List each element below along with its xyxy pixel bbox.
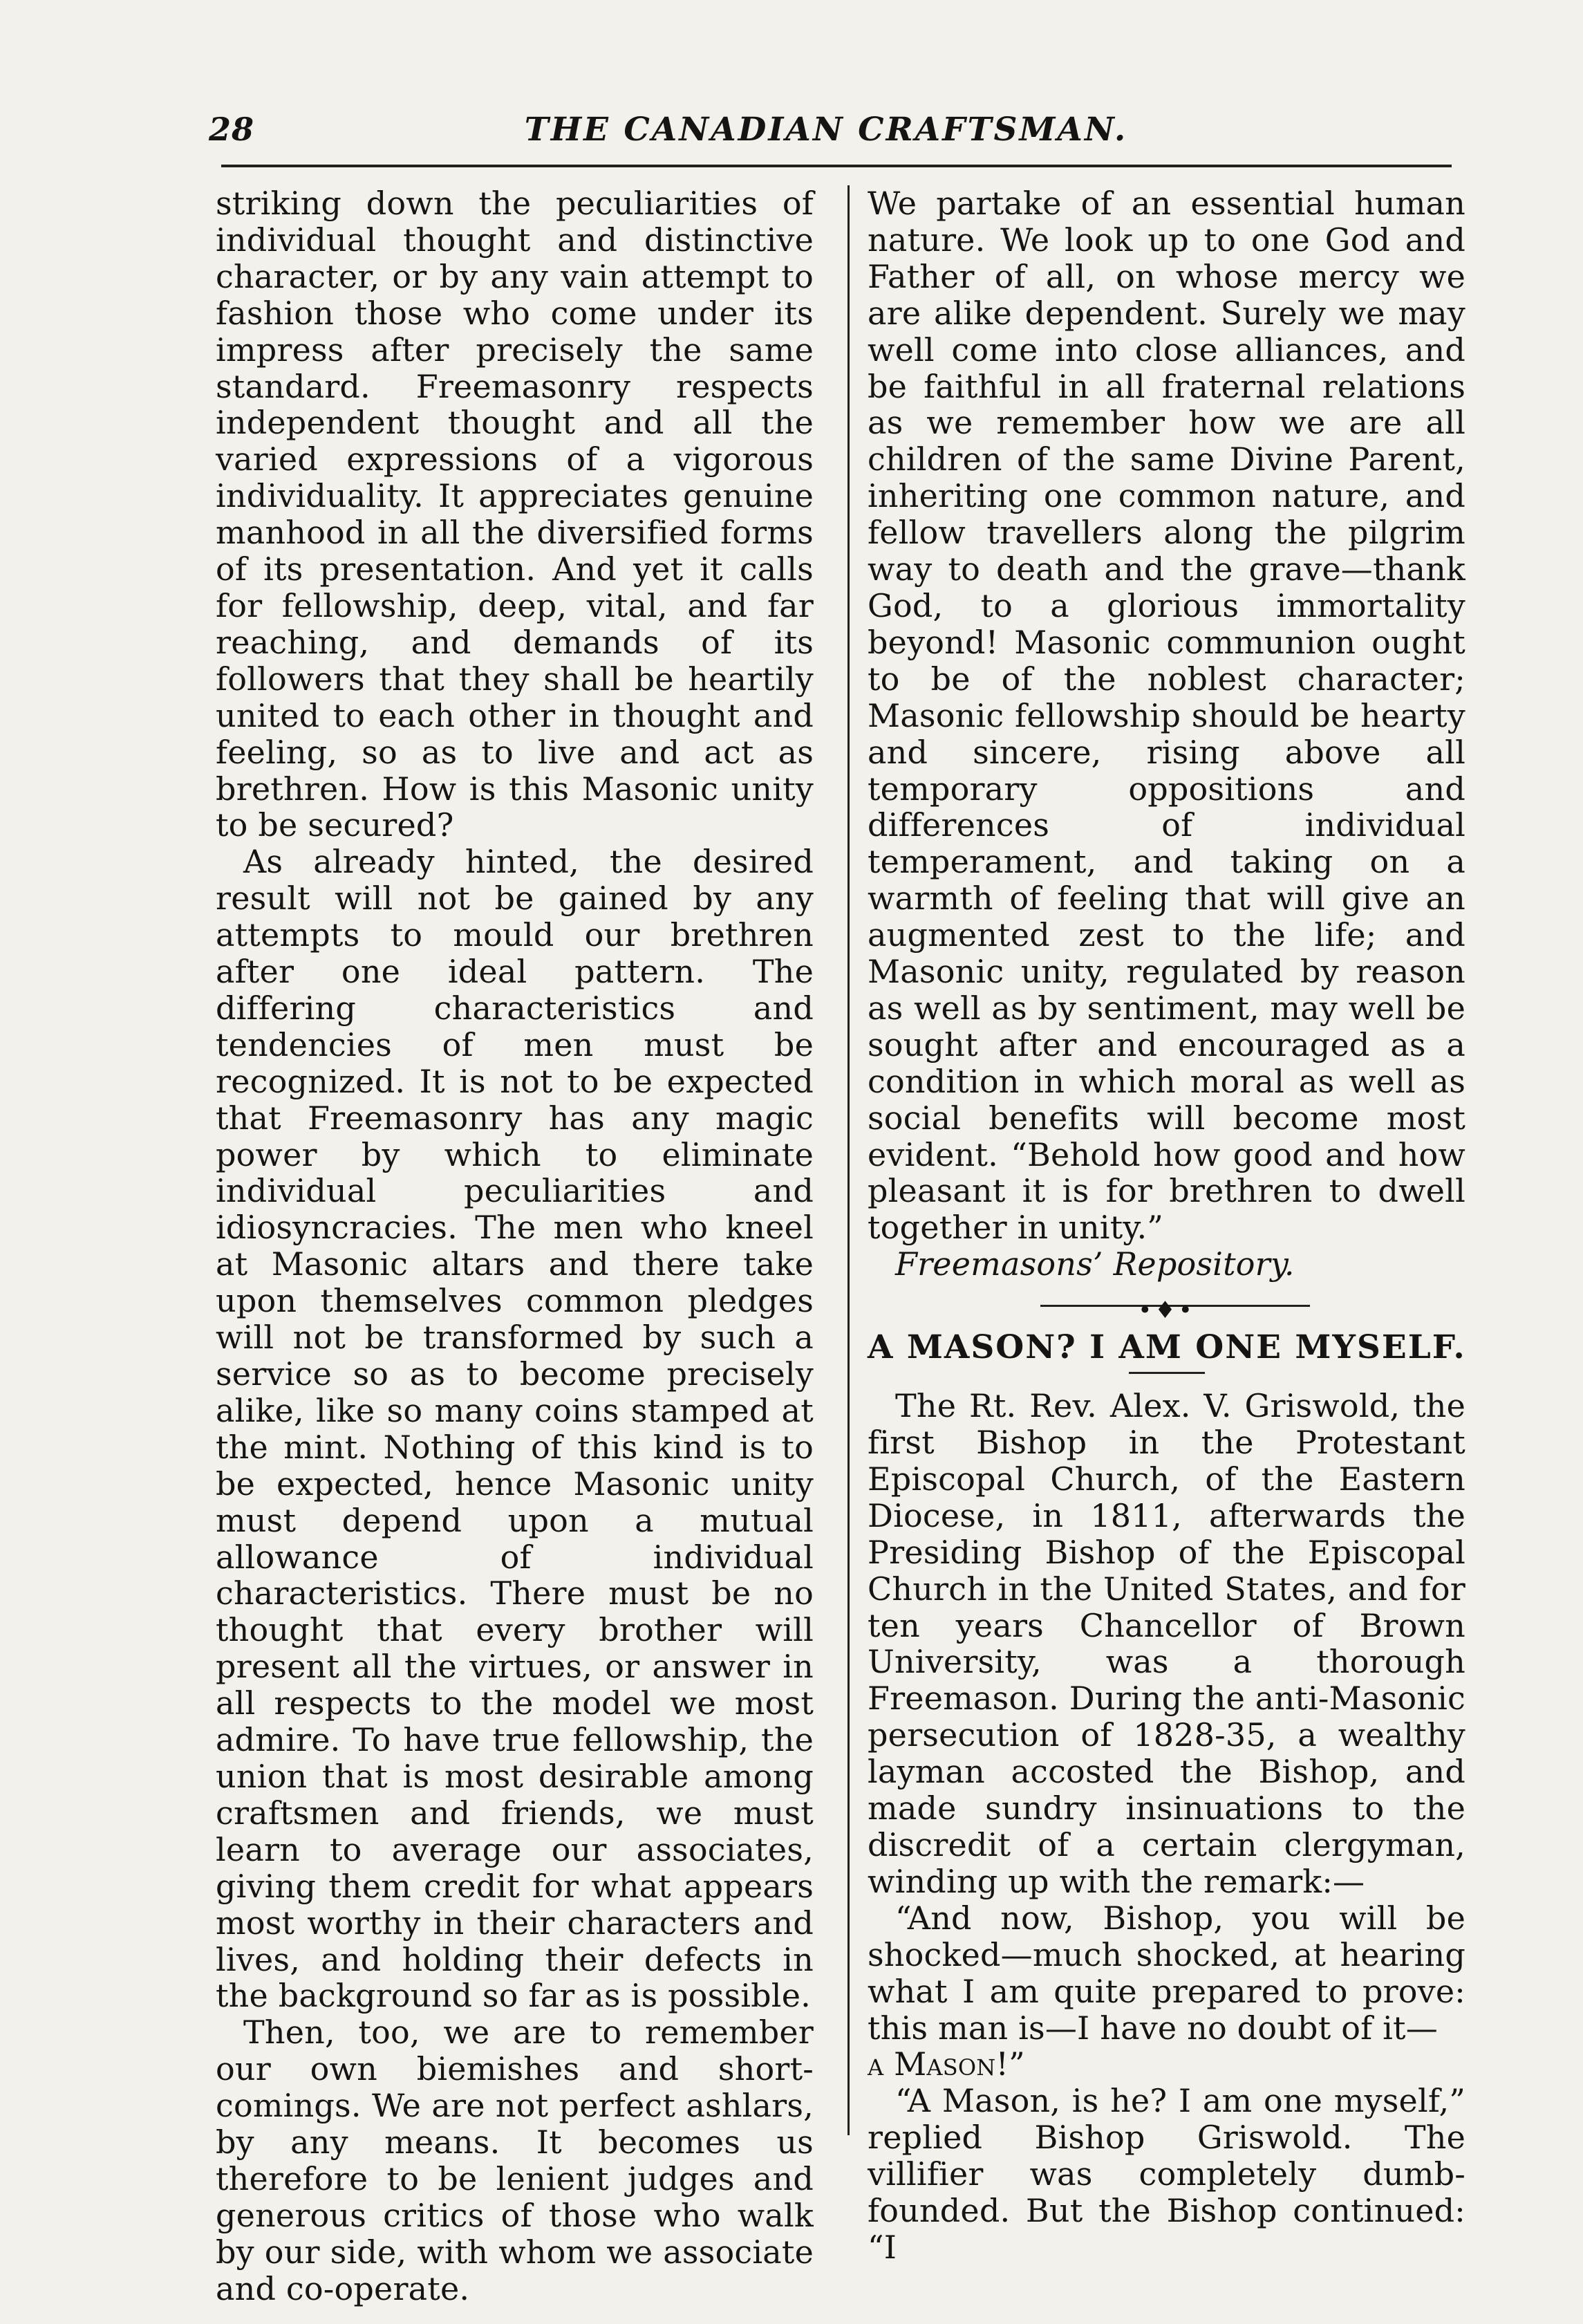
- section-divider: [868, 1288, 1465, 1323]
- paragraph: Then, too, we are to remember our own biemishes and short-comings. We are not perfect ashlars, by any means. It becomes us therefore to be lenient judges and generous critics of those who walk by our side, with whom we associate and co-operate.: [216, 2014, 814, 2307]
- running-head: THE CANADIAN CRAFTSMAN.: [524, 111, 1128, 149]
- column-divider: [847, 185, 850, 2135]
- paragraph-text: “And now, Bishop, you will be shocked—much shocked, at hearing what I am quite prepared to prove: this man is—I have no doubt of it—: [868, 1899, 1465, 2047]
- ornament-icon: •♦•: [1138, 1296, 1195, 1325]
- paragraph: The Rt. Rev. Alex. V. Griswold, the first Bishop in the Protestant Episcopal Church, of the Eastern Diocese, in 1811, afterwards the Presiding Bishop of the Episcopal Church in the United States, and for ten years Chancellor of Brown University, was a thorough Freemason. During the anti-Masonic persecution of 1828-35, a wealthy layman accosted the Bishop, and made sundry insinuations to the discredit of a certain clergyman, winding up with the remark:—: [868, 1387, 1465, 1900]
- paragraph: We partake of an essential human nature. We look up to one God and Father of all, on whose mercy we are alike dependent. Surely we may well come into close alliances, and be faithful in all fraternal relations as we remember how we are all children of the same Divine Parent, inheriting one common nature, and fellow travellers along the pilgrim way to death and the grave—thank God, to a glorious immortality beyond! Masonic communion ought to be of the noblest character; Masonic fellowship should be hearty and sincere, rising above all temporary oppositions and differences of individual temperament, and taking on a warmth of feeling that will give an augmented zest to the life; and Masonic unity, regulated by reason as well as by sentiment, may well be sought after and encouraged as a condition in which moral as well as social benefits will become most evident. “Behold how good and how pleasant it is for brethren to dwell together in unity.”: [868, 185, 1465, 1247]
- page-number: 28: [209, 111, 255, 148]
- right-column: [868, 185, 1465, 2266]
- paragraph: [868, 1900, 1465, 2083]
- article-heading: A MASON? I AM ONE MYSELF.: [868, 1328, 1466, 1367]
- source-attribution: Freemasons’ Repository.: [895, 1245, 1295, 1283]
- left-column: [216, 185, 814, 2307]
- page-header: [194, 105, 1459, 154]
- paragraph: striking down the peculiarities of individual thought and distinctive character, or by any vain attempt to fashion those who come under its impress after precisely the same standard. Freemasonry respects independent thought and all the varied expressions of a vigorous individuality. It appreciates genuine manhood in all the diversified forms of its presentation. And yet it calls for fellowship, deep, vital, and far reaching, and demands of its followers that they shall be heartily united to each other in thought and feeling, so as to live and act as brethren. How is this Masonic unity to be secured?: [216, 185, 814, 844]
- paragraph: “A Mason, is he? I am one myself,” replied Bishop Griswold. The villifier was completely dumb-founded. But the Bishop continued: “I: [868, 2082, 1465, 2266]
- paragraph: As already hinted, the desired result will not be gained by any attempts to mould our brethren after one ideal pattern. The differing characteristics and tendencies of men must be recognized. It is not to be expected that Freemasonry has any magic power by which to eliminate individual peculiarities and idiosyncracies. The men who kneel at Masonic altars and there take upon themselves common pledges will not be transformed by such a service so as to become precisely alike, like so many coins stamped at the mint. Nothing of this kind is to be expected, hence Masonic unity must depend upon a mutual allowance of individual characteristics. There must be no thought that every brother will present all the virtues, or answer in all respects to the model we most admire. To have true fellowship, the union that is most desirable among craftsmen and friends, we must learn to average our associates, giving them credit for what appears most worthy in their characters and lives, and holding their defects in the background so far as is possible.: [216, 843, 814, 2015]
- header-rule: [221, 165, 1452, 167]
- paragraph-text-end: a Mason!”: [868, 2045, 1025, 2083]
- heading-rule: [1129, 1372, 1205, 1374]
